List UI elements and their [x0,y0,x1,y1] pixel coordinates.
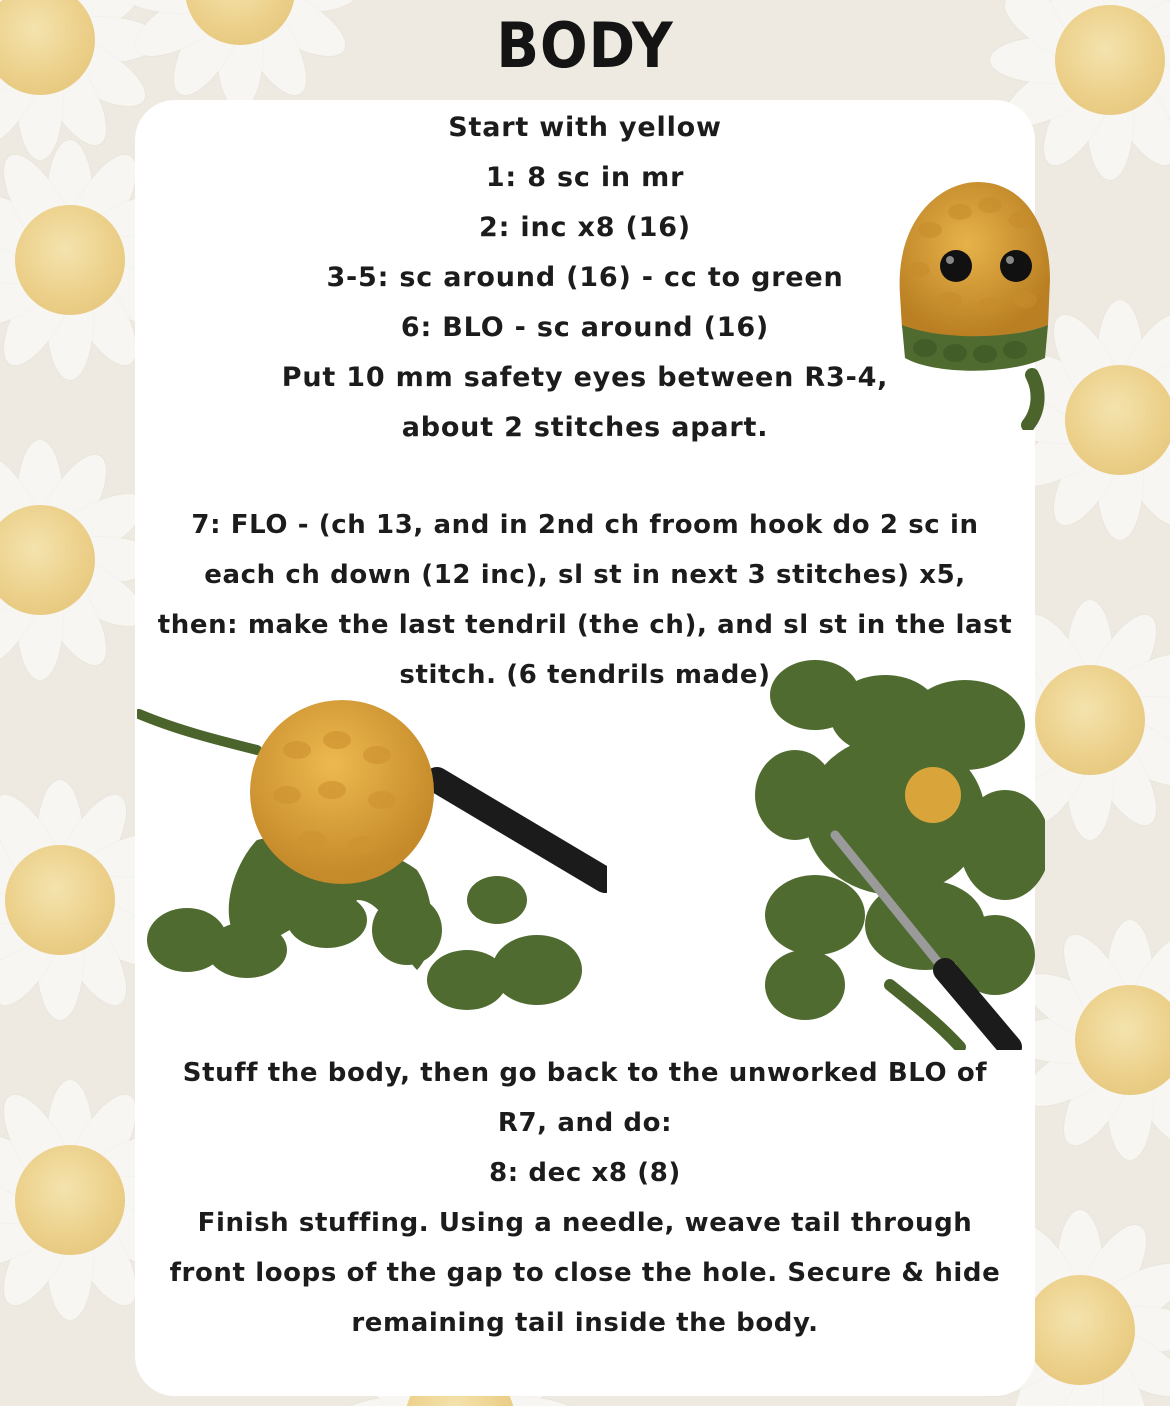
yarn-tail [139,714,257,750]
instruction-line: stitch. (6 tendrils made) [399,660,771,690]
daisy-center [15,205,125,315]
instruction-line: Stuff the body, then go back to the unworked BLO of [182,1058,988,1088]
daisy-center [1035,665,1145,775]
instruction-line: 7: FLO - (ch 13, and in 2nd ch froom hook do 2 sc in [191,510,979,540]
finishing-instructions [135,1048,1035,1348]
instruction-line: 1: 8 sc in mr [485,162,685,193]
crochet-hook [437,780,605,880]
daisy-center [5,845,115,955]
instruction-line: front loops of the gap to close the hole. Secure & hide [169,1258,1001,1288]
daisy-center [1065,365,1170,475]
intro-instructions [180,103,990,453]
instruction-line: Finish stuffing. Using a needle, weave tail through [197,1208,973,1238]
body-with-tendrils-and-hook-photo [137,700,607,1030]
safety-eye-right [1000,250,1032,282]
instruction-line: about 2 stitches apart. [401,412,769,443]
safety-eye-left [940,250,972,282]
yarn-tail [890,985,960,1047]
yellow-body-peek [905,767,961,823]
tendrils-closeup-photo [755,655,1045,1050]
instruction-line: R7, and do: [497,1108,673,1138]
instruction-line: then: make the last tendril (the ch), and sl st in the last [157,610,1013,640]
instruction-line: 8: dec x8 (8) [489,1158,681,1188]
daisy-center [1025,1275,1135,1385]
instruction-line: each ch down (12 inc), sl st in next 3 stitches) x5, [204,560,966,590]
instruction-line: Start with yellow [448,112,722,143]
crocheted-head-with-eyes-photo [890,160,1050,430]
page-title: BODY [496,10,674,83]
instruction-line: remaining tail inside the body. [351,1308,819,1338]
instruction-line: 3-5: sc around (16) - cc to green [326,262,844,293]
daisy-center [15,1145,125,1255]
green-tendrils [755,660,1045,1020]
instruction-line: Put 10 mm safety eyes between R3-4, [281,362,889,393]
instruction-line: 6: BLO - sc around (16) [400,312,770,343]
instruction-line: 2: inc x8 (16) [479,212,691,243]
yarn-tail [1028,375,1038,425]
